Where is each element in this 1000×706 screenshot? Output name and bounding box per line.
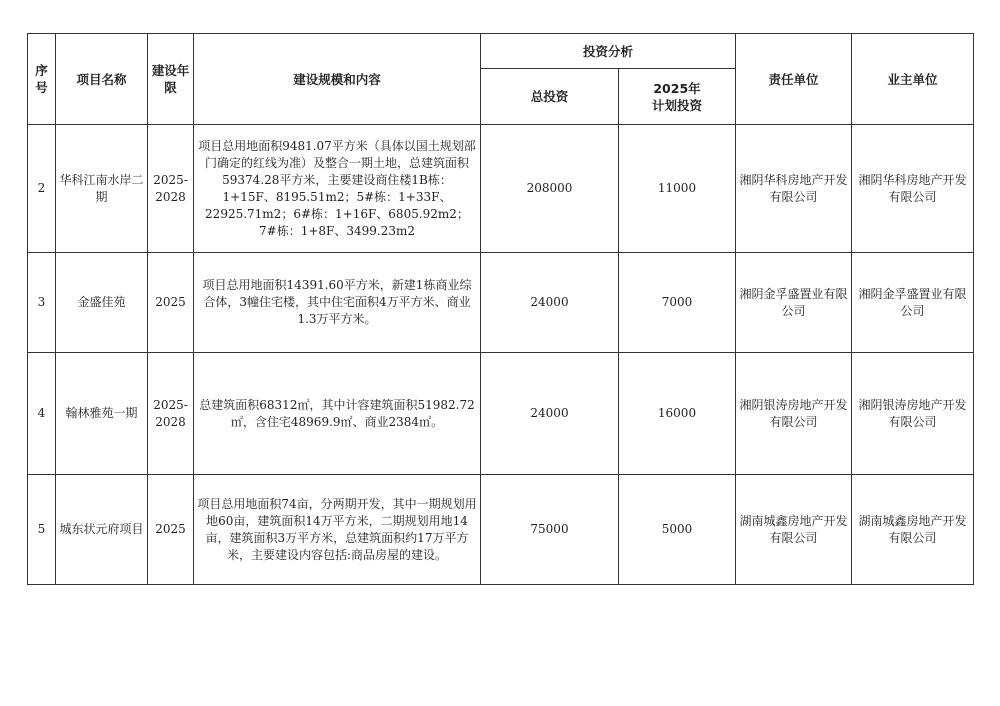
- row-total-investment: 24000: [481, 253, 619, 353]
- row-seq: 3: [28, 253, 56, 353]
- row-scale-content: 项目总用地面积74亩，分两期开发，其中一期规划用地60亩，建筑面积14万平方米，二期规划用地14亩，建筑面积3万平方米，总建筑面积约17万平方米，主要建设内容包括:商品房屋的建设。: [194, 475, 481, 585]
- row-owner-unit: 湘阴银涛房地产开发有限公司: [852, 353, 974, 475]
- table-row: [28, 253, 974, 353]
- row-period: 2025- 2028: [148, 353, 194, 475]
- header-plan-investment: 2025年 计划投资: [619, 69, 736, 125]
- row-owner-unit: 湖南城鑫房地产开发有限公司: [852, 475, 974, 585]
- row-period: 2025- 2028: [148, 125, 194, 253]
- header-responsible-unit: 责任单位: [736, 34, 852, 125]
- row-owner-unit: 湘阴金孚盛置业有限公司: [852, 253, 974, 353]
- row-plan-investment: 5000: [619, 475, 736, 585]
- row-scale-content: 总建筑面积68312㎡，其中计容建筑面积51982.72㎡，含住宅48969.9㎡、商业2384㎡。: [194, 353, 481, 475]
- row-responsible-unit: 湘阴银涛房地产开发有限公司: [736, 353, 852, 475]
- row-project-name: 金盛佳苑: [56, 253, 148, 353]
- header-project-name: 项目名称: [56, 34, 148, 125]
- row-seq: 2: [28, 125, 56, 253]
- row-responsible-unit: 湘阴华科房地产开发有限公司: [736, 125, 852, 253]
- row-responsible-unit: 湘阴金孚盛置业有限公司: [736, 253, 852, 353]
- row-period: 2025: [148, 475, 194, 585]
- row-project-name: 华科江南水岸二期: [56, 125, 148, 253]
- row-plan-investment: 7000: [619, 253, 736, 353]
- header-construction-period: 建设年 限: [148, 34, 194, 125]
- row-seq: 5: [28, 475, 56, 585]
- row-total-investment: 208000: [481, 125, 619, 253]
- project-investment-table: [27, 33, 974, 585]
- header-row-top: [28, 34, 974, 69]
- table-row: [28, 125, 974, 253]
- row-scale-content: 项目总用地面积9481.07平方米（具体以国土规划部门确定的红线为准）及整合一期土地，总建筑面积59374.28平方米，主要建设商住楼1B栋：1+15F、8195.51m2；5#栋：1+33F、22925.71m2；6#栋：1+16F、6805.92m2；7#栋：1+8F、3499.23m2: [194, 125, 481, 253]
- row-owner-unit: 湘阴华科房地产开发有限公司: [852, 125, 974, 253]
- row-project-name: 城东状元府项目: [56, 475, 148, 585]
- header-total-investment: 总投资: [481, 69, 619, 125]
- row-project-name: 翰林雅苑一期: [56, 353, 148, 475]
- row-period: 2025: [148, 253, 194, 353]
- header-investment-analysis: 投资分析: [481, 34, 736, 69]
- row-plan-investment: 11000: [619, 125, 736, 253]
- row-total-investment: 24000: [481, 353, 619, 475]
- table-row: [28, 475, 974, 585]
- table-row: [28, 353, 974, 475]
- row-seq: 4: [28, 353, 56, 475]
- header-scale-content: 建设规模和内容: [194, 34, 481, 125]
- row-total-investment: 75000: [481, 475, 619, 585]
- row-responsible-unit: 湖南城鑫房地产开发有限公司: [736, 475, 852, 585]
- row-scale-content: 项目总用地面积14391.60平方米，新建1栋商业综合体，3幢住宅楼，其中住宅面积4万平方米、商业1.3万平方米。: [194, 253, 481, 353]
- row-plan-investment: 16000: [619, 353, 736, 475]
- header-owner-unit: 业主单位: [852, 34, 974, 125]
- header-seq: 序 号: [28, 34, 56, 125]
